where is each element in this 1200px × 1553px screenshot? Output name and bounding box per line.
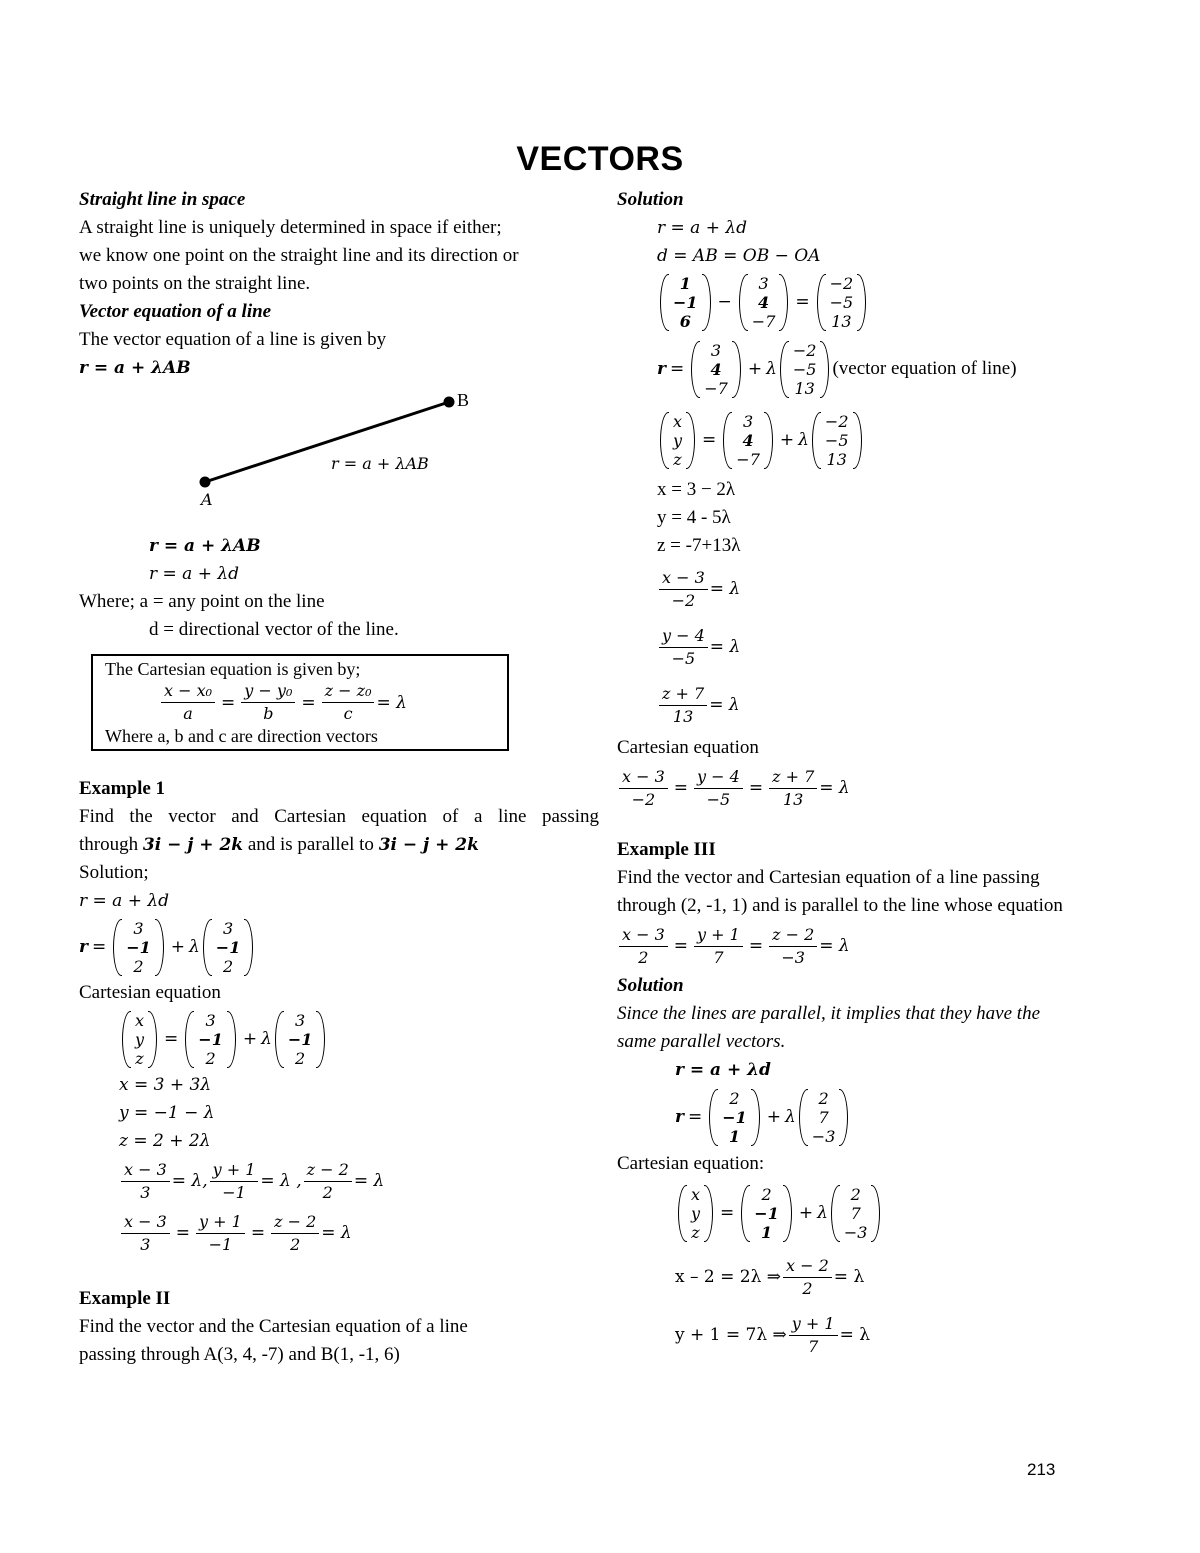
matrix: 3 −1 2 [185,1011,236,1068]
fraction-equation: $\frac{x - 3}{-2}$ = λ [617,560,1157,618]
example-3-text: through (2, -1, 1) and is parallel to the line whose equation [617,895,1063,916]
matrix: x y z [122,1011,157,1068]
left-column [79,186,599,1369]
equation: r = a + λd [675,1060,771,1080]
intro-text: two points on the straight line. [79,273,311,294]
solution-label: Solution; [79,862,149,883]
cartesian-label: Cartesian equation: [617,1153,765,1174]
where-text: d = directional vector of the line. [149,619,399,640]
matrix-equation: r = 2 −1 1 + λ 2 7 −3 [617,1084,1157,1150]
equation-r-ab: r = a + λAB [149,536,261,556]
fraction-equation: $\frac{x - 3}{3}$ = λ, $\frac{y + 1}{-1}$ = λ , $\frac{z - 2}{2}$ = λ [79,1155,599,1207]
equation: y = −1 − λ [119,1103,215,1123]
solution-heading: Solution [617,189,684,210]
example-1-text: Find the vector and Cartesian equation of a line passing [79,806,599,827]
box-title: The Cartesian equation is given by; [105,659,361,679]
equation: r = a + λd [79,891,170,911]
fraction: $\frac{\text{z − z₀}}{c}$ [322,680,375,725]
right-column [617,186,1157,1364]
line-diagram [79,382,599,532]
intro-text: A straight line is uniquely determined in space if either; [79,217,502,238]
point-b [444,397,455,408]
equation: y = 4 - 5λ [657,507,731,528]
page-title: VECTORS [516,140,684,178]
example-3-note: Since the lines are parallel, it implies that they have the [617,1003,1041,1024]
example-2-text: passing through A(3, 4, -7) and B(1, -1, 6) [79,1344,400,1365]
example-3-text: Find the vector and Cartesian equation of a line passing [617,867,1040,888]
equation-r-d: r = a + λd [149,564,240,584]
example-3-solution-label: Solution [617,975,684,996]
equation: z = 2 + 2λ [119,1131,211,1151]
fraction: $\frac{\text{x − x₀}}{a}$ [161,680,215,725]
equation: x = 3 − 2λ [657,479,736,500]
fraction-equation: x – 2 = 2λ ⇒ $\frac{x - 2}{2}$ = λ [675,1255,865,1298]
fraction-equation: $\frac{x - 3}{3}$ = $\frac{y + 1}{-1}$ = $\frac{z - 2}{2}$ = λ [79,1207,599,1259]
fraction-equation: y + 1 = 7λ ⇒ $\frac{y + 1}{7}$ = λ [675,1313,870,1356]
fraction-equation: $\frac{x - 3}{2}$ = $\frac{y + 1}{7}$ = $\frac{z - 2}{-3}$ = λ [617,920,1157,972]
equation: z = -7+13λ [657,535,741,556]
box-equation: $\frac{\text{x − x₀}}{a}$ = $\frac{\text{y − y₀}}{b}$ = $\frac{\text{z − z₀}}{c}$ = λ [105,680,497,725]
fraction-equation: $\frac{y - 4}{-5}$ = λ [617,618,1157,676]
matrix-equation: 1 −1 6 − 3 4 −7 = −2 −5 13 [617,270,1157,334]
equation: d = AB = OB − OA [657,246,821,266]
where-text: Where; a = any point on the line [79,591,325,612]
cartesian-box [91,654,509,751]
matrix-equation: x y z = 2 −1 1 + λ 2 7 −3 [617,1178,1157,1248]
heading-vector-equation: Vector equation of a line [79,301,272,322]
line-label: r = a + λAB [331,454,429,473]
label-b: B [457,390,470,410]
fraction: $\frac{\text{y − y₀}}{b}$ [241,680,295,725]
heading-line-in-space: Straight line in space [79,189,246,210]
label-a: A [201,490,213,509]
fraction-equation: $\frac{x - 3}{-2}$ = $\frac{y - 4}{-5}$ = $\frac{z + 7}{13}$ = λ [617,762,1157,814]
vector-equation: r = a + λAB [79,358,191,378]
example-3-heading: Example III [617,839,716,860]
matrix-equation: r = 3 4 −7 + λ −2 −5 13 (vector equation of line) [657,340,1017,398]
box-note: Where a, b and c are direction vectors [105,726,378,746]
example-3-note: same parallel vectors. [617,1031,786,1052]
fraction-equation: $\frac{z + 7}{13}$ = λ [617,676,1157,734]
cartesian-label: Cartesian equation [79,982,221,1003]
matrix-equation: x y z = 3 −1 2 + λ 3 −1 2 [79,1007,599,1071]
intro-text: we know one point on the straight line and its direction or [79,245,519,266]
cartesian-label: Cartesian equation [617,737,759,758]
example-2-heading: Example II [79,1288,171,1309]
example-2-text: Find the vector and the Cartesian equation of a line [79,1316,468,1337]
example-1-text: through 3i − j + 2k and is parallel to 3i − j + 2k [79,834,479,855]
equation: r = a + λd [657,218,748,238]
vector-equation-text: The vector equation of a line is given by [79,329,387,350]
vector-note: (vector equation of line) [832,358,1017,379]
example-1-heading: Example 1 [79,778,166,799]
matrix-equation: x y z = 3 4 −7 + λ −2 −5 13 [617,404,1157,476]
matrix: 3 −1 2 [275,1011,326,1068]
matrix-equation: r = 3 −1 2 + λ 3 −1 2 [79,915,599,979]
matrix: 3 −1 2 [203,919,254,976]
matrix: 3 −1 2 [113,919,164,976]
page-number: 213 [1027,1460,1056,1479]
equation: x = 3 + 3λ [119,1075,212,1095]
